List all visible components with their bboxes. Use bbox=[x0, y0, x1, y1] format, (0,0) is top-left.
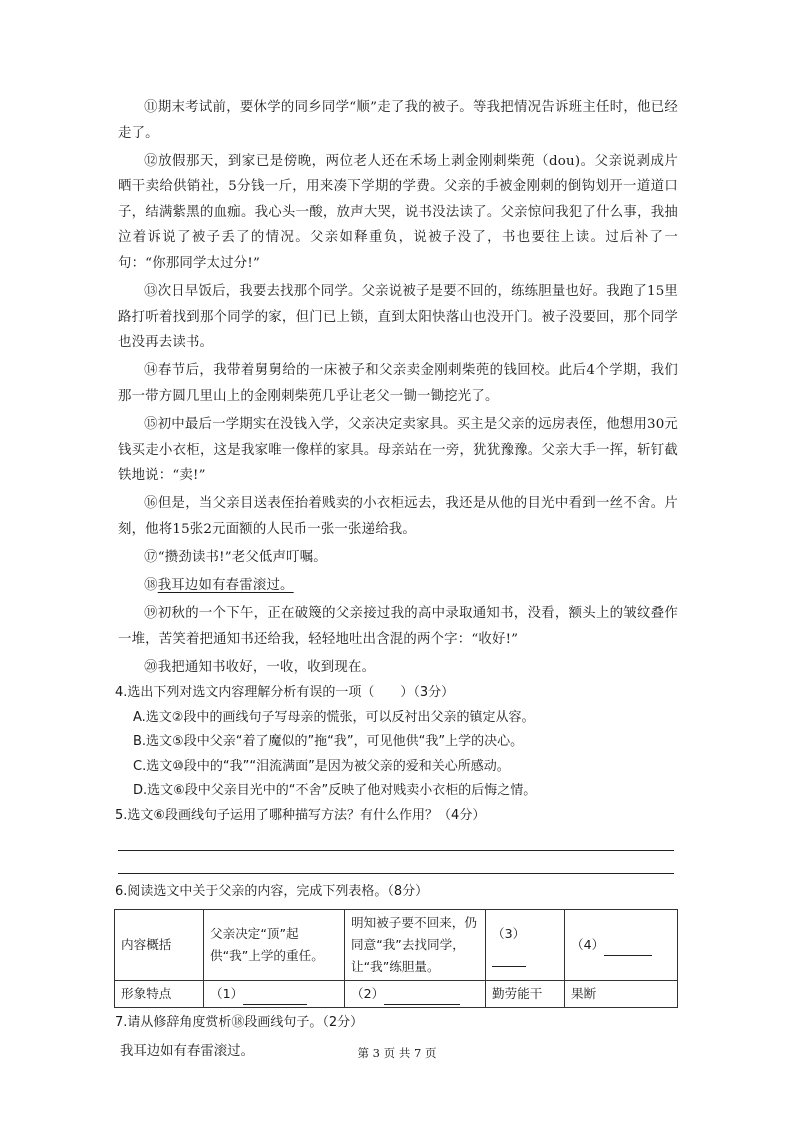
blank-label: （1） bbox=[210, 985, 244, 1001]
paragraph-number: ⑪ bbox=[144, 100, 158, 115]
paragraph-17 bbox=[118, 545, 678, 571]
option-a: A.选文②段中的画线句子写母亲的慌张，可以反衬出父亲的镇定从容。 bbox=[133, 709, 535, 725]
paragraph-number: ⑭ bbox=[144, 363, 158, 379]
table-cell[interactable] bbox=[486, 909, 565, 980]
option-b: B.选文⑤段中父亲“着了魔似的”拖“我”，可见他供“我”上学的决心。 bbox=[133, 734, 524, 750]
table-cell: 明知被子要不回来，仍同意“我”去找同学，让“我”练胆量。 bbox=[345, 909, 486, 980]
answer-blank[interactable] bbox=[384, 988, 460, 1005]
option-d: D.选文⑥段中父亲目光中的“不舍”反映了他对贱卖小衣柜的后悔之情。 bbox=[133, 783, 537, 799]
paragraph-number: ⑲ bbox=[144, 606, 158, 622]
question-stem: 7.请从修辞角度赏析⑱段画线句子。（2分） bbox=[115, 1014, 364, 1030]
paragraph-20 bbox=[118, 655, 678, 681]
paragraph-text: 次日早饭后，我要去找那个同学。父亲说被子是要不回的，练练胆量也好。我跑了15里路打听着找到那个同学的家，但门已上锁，直到太阳快落山也没开门。被子没要回，那个同学也没再去读书。 bbox=[118, 284, 679, 351]
paragraph-11 bbox=[118, 95, 678, 146]
paragraph-12 bbox=[118, 149, 678, 277]
paragraph-text: 我把通知书收好，一收，收到现在。 bbox=[157, 659, 376, 675]
answer-blank[interactable] bbox=[604, 939, 652, 956]
question-stem: 6.阅读选文中关于父亲的内容，完成下列表格。（8分） bbox=[115, 884, 429, 900]
question-stem: 5.选文⑥段画线句子运用了哪种描写方法？有什么作用？（4分） bbox=[115, 807, 486, 823]
document-page bbox=[115, 95, 679, 1065]
table-row bbox=[115, 909, 678, 980]
blank-label: （2） bbox=[351, 985, 385, 1001]
answer-line[interactable] bbox=[118, 830, 674, 851]
table-cell[interactable] bbox=[565, 909, 678, 980]
table-cell: 勤劳能干 bbox=[486, 980, 565, 1007]
paragraph-text: 初秋的一个下午，正在破篾的父亲接过我的高中录取通知书，没看，额头上的皱纹叠作一堆，苦笑着把通知书还给我，轻轻地吐出含混的两个字：“收好!” bbox=[118, 606, 678, 647]
option-c: C.选文⑩段中的“我”“泪流满面”是因为被父亲的爱和关心所感动。 bbox=[133, 758, 510, 774]
answer-table bbox=[114, 909, 678, 1008]
table-cell: 内容概括 bbox=[115, 909, 204, 980]
paragraph-text: 初中最后一学期实在没钱入学，父亲决定卖家具。买主是父亲的远房表侄，他想用30元钱买走小衣柜，这是我家唯一像样的家具。母亲站在一旁，犹犹豫豫。父亲大手一挥，斩钉截铁地说：“卖!” bbox=[118, 417, 679, 484]
blank-label: （3） bbox=[492, 925, 526, 941]
paragraph-text: “攒劲读书!”老父低声叮嘱。 bbox=[157, 550, 327, 566]
paragraph-number: ⑮ bbox=[144, 417, 158, 433]
paragraph-18 bbox=[118, 573, 678, 599]
question-4 bbox=[115, 681, 678, 804]
underlined-sentence: 我耳边如有春雷滚过。 bbox=[157, 578, 294, 594]
question-6 bbox=[115, 880, 678, 1008]
table-cell: 果断 bbox=[565, 980, 678, 1007]
paragraph-13 bbox=[118, 279, 678, 356]
paragraph-15 bbox=[118, 412, 678, 489]
table-cell: 父亲决定“顶”起供“我”上学的重任。 bbox=[204, 909, 345, 980]
page-footer: 第 3 页 共 7 页 bbox=[357, 1046, 437, 1060]
table-cell[interactable] bbox=[204, 980, 345, 1007]
paragraph-number: ⑫ bbox=[144, 153, 159, 169]
question-stem: 4.选出下列对选文内容理解分析有误的一项（ ）（3分） bbox=[115, 685, 455, 701]
paragraph-number: ⑰ bbox=[144, 550, 158, 566]
paragraph-text: 但是，当父亲目送表侄抬着贱卖的小衣柜远去，我还是从他的目光中看到一丝不舍。片刻，他将15张2元面额的人民币一张一张递给我。 bbox=[118, 496, 678, 537]
table-row bbox=[115, 980, 678, 1007]
paragraph-14 bbox=[118, 358, 678, 409]
answer-line[interactable] bbox=[118, 853, 674, 874]
paragraph-19 bbox=[118, 601, 678, 652]
paragraph-text: 春节后，我带着舅舅给的一床被子和父亲卖金刚刺柴蔸的钱回校。此后4个学期，我们那一带方圆几里山上的金刚刺柴蔸几乎让老父一锄一锄挖光了。 bbox=[118, 363, 678, 405]
blank-label: （4） bbox=[571, 936, 605, 952]
paragraph-16 bbox=[118, 491, 678, 542]
quoted-sentence: 我耳边如有春雷滚过。 bbox=[120, 1044, 254, 1060]
answer-blank[interactable] bbox=[243, 988, 307, 1005]
table-cell: 形象特点 bbox=[115, 980, 204, 1007]
paragraph-number: ⑯ bbox=[144, 496, 158, 512]
paragraph-text: 期末考试前，要休学的同乡同学“顺”走了我的被子。等我把情况告诉班主任时，他已经走了。 bbox=[118, 100, 678, 141]
paragraph-number: ⑱ bbox=[144, 578, 158, 594]
question-5 bbox=[115, 804, 678, 875]
paragraph-number: ⑳ bbox=[144, 659, 158, 675]
paragraph-text: 放假那天，到家已是傍晚，两位老人还在禾场上剥金刚刺柴蔸（dou)。父亲说剥成片晒干卖给供销社，5分钱一斤，用来凑下学期的学费。父亲的手被金刚刺的倒钩划开一道道口子，结满紫黑的血痂。我心头一酸，放声大哭，说书没法读了。父亲惊问我犯了什么事，我抽泣着诉说了被子丢了的情况。父亲如释重负，说被子没了，书也要往上读。过后补了一句：“你那同学太过分!” bbox=[118, 153, 679, 272]
reading-passage bbox=[118, 95, 678, 681]
table-cell[interactable] bbox=[345, 980, 486, 1007]
answer-blank[interactable] bbox=[492, 950, 526, 967]
paragraph-number: ⑬ bbox=[144, 284, 158, 300]
